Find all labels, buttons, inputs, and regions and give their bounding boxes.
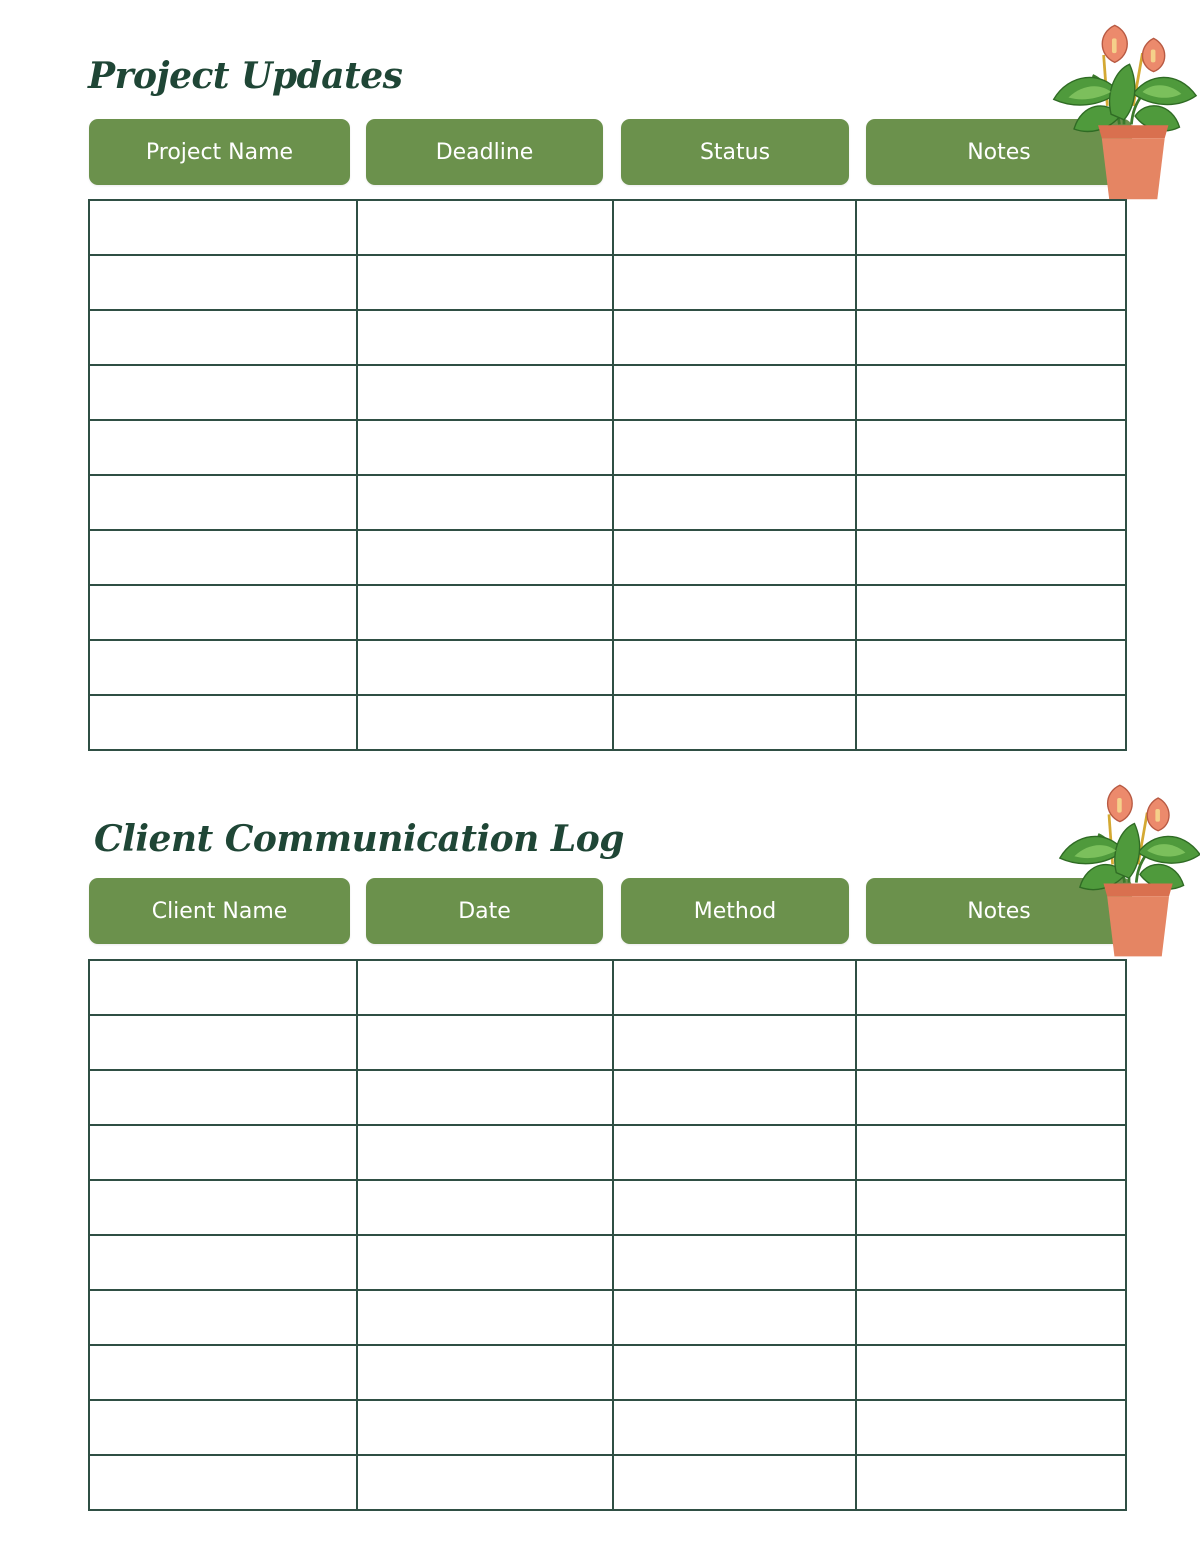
table-row bbox=[89, 1400, 1126, 1455]
table-cell[interactable] bbox=[613, 695, 856, 750]
potted-plant-icon bbox=[1054, 778, 1200, 960]
table-cell[interactable] bbox=[856, 200, 1126, 255]
section-title-client-communication-log: Client Communication Log bbox=[94, 818, 624, 860]
table-cell[interactable] bbox=[856, 530, 1126, 585]
table-cell[interactable] bbox=[89, 1070, 357, 1125]
table-cell[interactable] bbox=[357, 1290, 613, 1345]
section-title-project-updates: Project Updates bbox=[88, 55, 403, 97]
table-row bbox=[89, 1345, 1126, 1400]
table-cell[interactable] bbox=[89, 695, 357, 750]
table-row bbox=[89, 960, 1126, 1015]
table-cell[interactable] bbox=[89, 310, 357, 365]
table-cell[interactable] bbox=[613, 1180, 856, 1235]
table-cell[interactable] bbox=[89, 960, 357, 1015]
table-cell[interactable] bbox=[613, 960, 856, 1015]
table-cell[interactable] bbox=[89, 1400, 357, 1455]
table-cell[interactable] bbox=[89, 1125, 357, 1180]
table-row bbox=[89, 1180, 1126, 1235]
table-cell[interactable] bbox=[89, 1290, 357, 1345]
table-row bbox=[89, 1455, 1126, 1510]
table-row bbox=[89, 310, 1126, 365]
table-cell[interactable] bbox=[357, 1070, 613, 1125]
table-cell[interactable] bbox=[856, 1455, 1126, 1510]
table-cell[interactable] bbox=[357, 200, 613, 255]
table-row bbox=[89, 420, 1126, 475]
table-cell[interactable] bbox=[357, 1455, 613, 1510]
table-cell[interactable] bbox=[613, 1455, 856, 1510]
table-row bbox=[89, 585, 1126, 640]
table-cell[interactable] bbox=[613, 420, 856, 475]
table-cell[interactable] bbox=[357, 530, 613, 585]
table-cell[interactable] bbox=[89, 585, 357, 640]
table-row bbox=[89, 200, 1126, 255]
table-cell[interactable] bbox=[613, 255, 856, 310]
table-cell[interactable] bbox=[357, 1235, 613, 1290]
table-cell[interactable] bbox=[856, 1235, 1126, 1290]
table-cell[interactable] bbox=[856, 475, 1126, 530]
table-row bbox=[89, 365, 1126, 420]
table-cell[interactable] bbox=[613, 200, 856, 255]
table-cell[interactable] bbox=[856, 1345, 1126, 1400]
table-cell[interactable] bbox=[613, 365, 856, 420]
table-cell[interactable] bbox=[613, 475, 856, 530]
table-row bbox=[89, 1070, 1126, 1125]
table-cell[interactable] bbox=[89, 365, 357, 420]
table-cell[interactable] bbox=[613, 585, 856, 640]
table-cell[interactable] bbox=[856, 1180, 1126, 1235]
table-cell[interactable] bbox=[613, 530, 856, 585]
table-row bbox=[89, 1235, 1126, 1290]
table-cell[interactable] bbox=[89, 420, 357, 475]
table-cell[interactable] bbox=[613, 1070, 856, 1125]
table-row bbox=[89, 1015, 1126, 1070]
table-cell[interactable] bbox=[357, 1180, 613, 1235]
table-cell[interactable] bbox=[856, 1400, 1126, 1455]
table-cell[interactable] bbox=[613, 1015, 856, 1070]
table-cell[interactable] bbox=[856, 420, 1126, 475]
table-cell[interactable] bbox=[357, 585, 613, 640]
table-cell[interactable] bbox=[856, 585, 1126, 640]
column-header-deadline: Deadline bbox=[366, 119, 603, 185]
table-cell[interactable] bbox=[856, 695, 1126, 750]
table-cell[interactable] bbox=[89, 1180, 357, 1235]
table-cell[interactable] bbox=[856, 1125, 1126, 1180]
column-header-project-name: Project Name bbox=[89, 119, 350, 185]
table-cell[interactable] bbox=[856, 1290, 1126, 1345]
table-cell[interactable] bbox=[856, 960, 1126, 1015]
table-cell[interactable] bbox=[89, 1345, 357, 1400]
table-cell[interactable] bbox=[613, 1345, 856, 1400]
column-header-method: Method bbox=[621, 878, 849, 944]
table-cell[interactable] bbox=[357, 365, 613, 420]
table-cell[interactable] bbox=[856, 310, 1126, 365]
table-cell[interactable] bbox=[856, 1015, 1126, 1070]
table-cell[interactable] bbox=[357, 1400, 613, 1455]
column-header-notes: Notes bbox=[866, 878, 1132, 944]
column-header-client-name: Client Name bbox=[89, 878, 350, 944]
client-communication-log-table bbox=[88, 959, 1127, 1511]
table-cell[interactable] bbox=[89, 1235, 357, 1290]
table-cell[interactable] bbox=[357, 640, 613, 695]
project-updates-table bbox=[88, 199, 1127, 751]
table-cell[interactable] bbox=[357, 420, 613, 475]
table-cell[interactable] bbox=[357, 255, 613, 310]
table-cell[interactable] bbox=[613, 1235, 856, 1290]
table-cell[interactable] bbox=[613, 1125, 856, 1180]
table-cell[interactable] bbox=[613, 640, 856, 695]
table-cell[interactable] bbox=[357, 1015, 613, 1070]
column-header-notes: Notes bbox=[866, 119, 1132, 185]
table-cell[interactable] bbox=[357, 1345, 613, 1400]
table-cell[interactable] bbox=[357, 960, 613, 1015]
table-cell[interactable] bbox=[89, 640, 357, 695]
table-row bbox=[89, 530, 1126, 585]
column-header-status: Status bbox=[621, 119, 849, 185]
table-cell[interactable] bbox=[89, 475, 357, 530]
table-cell[interactable] bbox=[856, 365, 1126, 420]
table-cell[interactable] bbox=[856, 255, 1126, 310]
table-row bbox=[89, 1125, 1126, 1180]
table-cell[interactable] bbox=[357, 1125, 613, 1180]
table-cell[interactable] bbox=[89, 1455, 357, 1510]
table-row bbox=[89, 695, 1126, 750]
table-row bbox=[89, 1290, 1126, 1345]
table-cell[interactable] bbox=[357, 475, 613, 530]
table-cell[interactable] bbox=[613, 310, 856, 365]
column-header-date: Date bbox=[366, 878, 603, 944]
table-row bbox=[89, 640, 1126, 695]
table-cell[interactable] bbox=[613, 1290, 856, 1345]
table-cell[interactable] bbox=[856, 1070, 1126, 1125]
table-row bbox=[89, 475, 1126, 530]
table-cell[interactable] bbox=[357, 310, 613, 365]
table-cell[interactable] bbox=[89, 530, 357, 585]
table-cell[interactable] bbox=[89, 200, 357, 255]
potted-plant-icon bbox=[1044, 18, 1200, 203]
table-cell[interactable] bbox=[89, 255, 357, 310]
table-row bbox=[89, 255, 1126, 310]
table-cell[interactable] bbox=[613, 1400, 856, 1455]
table-cell[interactable] bbox=[89, 1015, 357, 1070]
table-cell[interactable] bbox=[856, 640, 1126, 695]
table-cell[interactable] bbox=[357, 695, 613, 750]
